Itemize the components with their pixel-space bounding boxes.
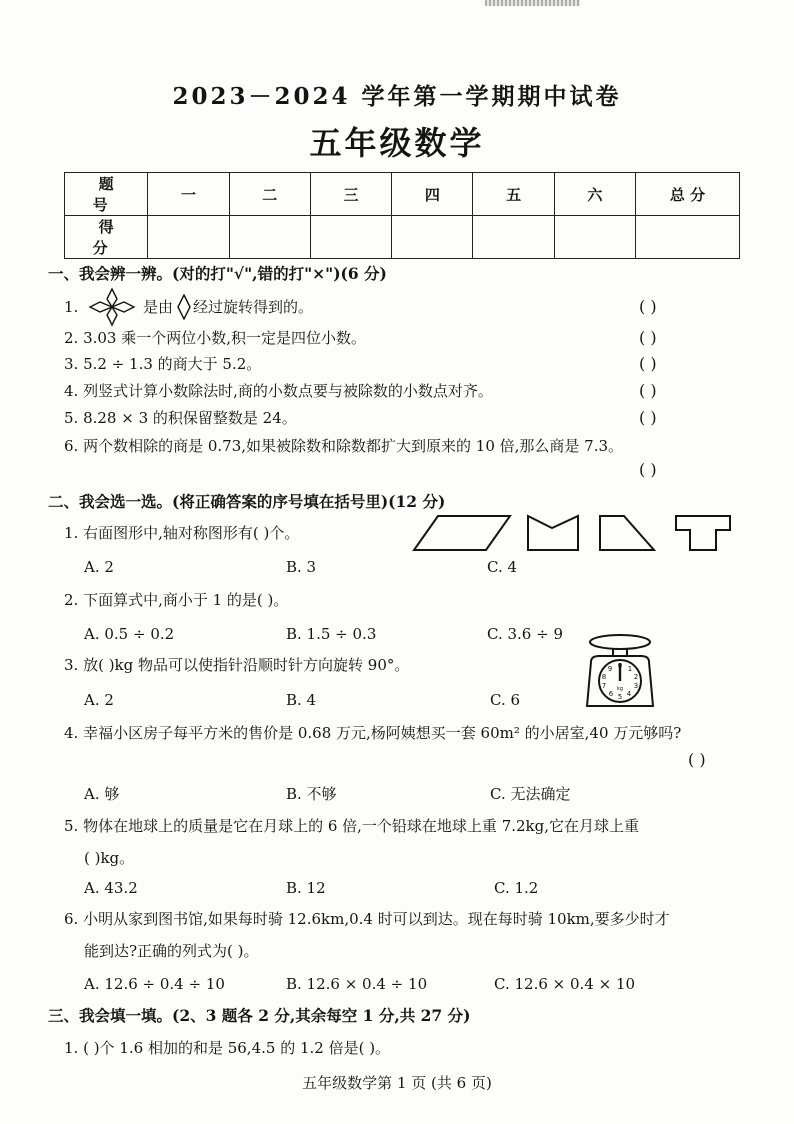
section3-heading: 三、我会填一填。(2、3 题各 2 分,其余每空 1 分,共 27 分) [48, 1006, 471, 1025]
dial-number-8: 8 [601, 673, 607, 681]
s2-q4-option-c[interactable]: C. 无法确定 [490, 785, 571, 803]
dial-number-2: 2 [633, 673, 639, 681]
s2-q2: 2. 下面算式中,商小于 1 的是( )。 [64, 591, 289, 609]
section2-heading: 二、我会选一选。(将正确答案的序号填在括号里)(12 分) [48, 492, 446, 511]
score-blank [473, 216, 554, 259]
s2-q5-answer-blank[interactable]: ( )kg。 [84, 849, 135, 867]
dial-number-4: 4 [626, 690, 632, 698]
s1-q5-answer-blank[interactable]: ( ) [639, 408, 657, 427]
dial-number-3: 3 [633, 682, 639, 690]
s2-q3-option-a[interactable]: A. 2 [84, 691, 114, 709]
trapezoid-icon [600, 516, 654, 550]
s2-q5: 5. 物体在地球上的质量是它在月球上的 6 倍,一个铅球在地球上重 7.2kg,它在月球上重 [64, 817, 640, 835]
s2-q2-option-b[interactable]: B. 1.5 ÷ 0.3 [286, 625, 377, 643]
dial-number-1: 1 [627, 665, 633, 673]
scale-figure [583, 632, 657, 710]
score-row-label: 得 分 [65, 216, 148, 259]
s1-q1-answer-blank[interactable]: ( ) [639, 297, 657, 316]
rhombus-icon [176, 294, 192, 320]
dial-unit: kg [616, 686, 624, 692]
s2-q4-option-a[interactable]: A. 够 [84, 785, 120, 803]
s2-q6: 6. 小明从家到图书馆,如果每时骑 12.6km,0.4 时可以到达。现在每时骑 10km,要多少时才 [64, 910, 670, 928]
s1-q6-answer-blank[interactable]: ( ) [639, 460, 657, 479]
s2-q5-option-a[interactable]: A. 43.2 [84, 879, 138, 897]
page-footer: 五年级数学第 1 页 (共 6 页) [302, 1074, 492, 1092]
scale-pan-icon [590, 635, 650, 649]
s1-q1-number: 1. [64, 298, 79, 316]
score-cell-total: 总 分 [636, 173, 740, 216]
dial-number-6: 6 [608, 690, 614, 698]
s1-q1-text-b: 经过旋转得到的。 [193, 298, 314, 316]
s2-q6-option-c[interactable]: C. 12.6 × 0.4 × 10 [494, 975, 636, 993]
exam-title: 2023－2024 学年第一学期期中试卷 [172, 83, 622, 110]
score-blank [554, 216, 635, 259]
s2-q6-option-a[interactable]: A. 12.6 ÷ 0.4 ÷ 10 [84, 975, 225, 993]
dial-number-0: 0 [617, 662, 623, 670]
score-cell-4: 四 [392, 173, 473, 216]
score-blank [636, 216, 740, 259]
s2-q3-option-c[interactable]: C. 6 [490, 691, 521, 709]
score-cell-6: 六 [554, 173, 635, 216]
s1-q2-answer-blank[interactable]: ( ) [639, 328, 657, 347]
s2-q4: 4. 幸福小区房子每平方米的售价是 0.68 万元,杨阿姨想买一套 60m² 的小居室,40 万元够吗? [64, 724, 682, 742]
score-blank [148, 216, 229, 259]
s2-q2-option-c[interactable]: C. 3.6 ÷ 9 [487, 625, 563, 643]
s2-q3-option-b[interactable]: B. 4 [286, 691, 317, 709]
s2-q1: 1. 右面图形中,轴对称图形有( )个。 [64, 524, 300, 542]
score-cell-label: 题 号 [65, 173, 148, 216]
s2-q6-continuation: 能到达?正确的列式为( )。 [84, 942, 259, 960]
s2-q6-option-b[interactable]: B. 12.6 × 0.4 ÷ 10 [286, 975, 428, 993]
dial-number-7: 7 [601, 682, 607, 690]
s2-q5-option-c[interactable]: C. 1.2 [494, 879, 539, 897]
rotated-rhombus-figure-icon [88, 287, 136, 327]
s1-q3-answer-blank[interactable]: ( ) [639, 354, 657, 373]
s2-q2-option-a[interactable]: A. 0.5 ÷ 0.2 [84, 625, 175, 643]
s2-q4-option-b[interactable]: B. 不够 [286, 785, 337, 803]
parallelogram-icon [414, 516, 510, 550]
score-blank [229, 216, 310, 259]
s1-q4: 4. 列竖式计算小数除法时,商的小数点要与被除数的小数点对齐。 [64, 382, 493, 400]
s1-q6: 6. 两个数相除的商是 0.73,如果被除数和除数都扩大到原来的 10 倍,那么商是 7.3。 [64, 437, 624, 455]
s1-q4-answer-blank[interactable]: ( ) [639, 381, 657, 400]
s1-q5: 5. 8.28 × 3 的积保留整数是 24。 [64, 409, 297, 427]
score-cell-1: 一 [148, 173, 229, 216]
s3-q1: 1. ( )个 1.6 相加的和是 56,4.5 的 1.2 倍是( )。 [64, 1039, 391, 1057]
s2-q1-option-a[interactable]: A. 2 [84, 558, 114, 576]
s1-q3: 3. 5.2 ÷ 1.3 的商大于 5.2。 [64, 355, 262, 373]
t-shape-icon [676, 516, 730, 550]
s2-q1-option-c[interactable]: C. 4 [487, 558, 518, 576]
scan-artifact [485, 0, 580, 6]
shapes-figure [410, 512, 740, 556]
score-value-row [65, 216, 740, 259]
s1-q1-text-a: 是由 [143, 298, 174, 316]
score-header-row [65, 173, 740, 216]
score-cell-3: 三 [310, 173, 391, 216]
s2-q4-answer-blank[interactable]: ( ) [688, 750, 706, 769]
exam-subtitle: 五年级数学 [309, 124, 485, 162]
s2-q3: 3. 放( )kg 物品可以使指针沿顺时针方向旋转 90°。 [64, 656, 410, 674]
score-blank [392, 216, 473, 259]
s2-q1-option-b[interactable]: B. 3 [286, 558, 317, 576]
notched-rectangle-icon [528, 516, 578, 550]
s1-q2: 2. 3.03 乘一个两位小数,积一定是四位小数。 [64, 329, 367, 347]
score-cell-2: 二 [229, 173, 310, 216]
score-cell-5: 五 [473, 173, 554, 216]
section1-heading: 一、我会辨一辨。(对的打"√",错的打"×")(6 分) [48, 264, 387, 283]
score-blank [310, 216, 391, 259]
dial-number-9: 9 [607, 665, 613, 673]
dial-number-5: 5 [617, 693, 623, 701]
s2-q5-option-b[interactable]: B. 12 [286, 879, 326, 897]
score-table [64, 172, 740, 259]
